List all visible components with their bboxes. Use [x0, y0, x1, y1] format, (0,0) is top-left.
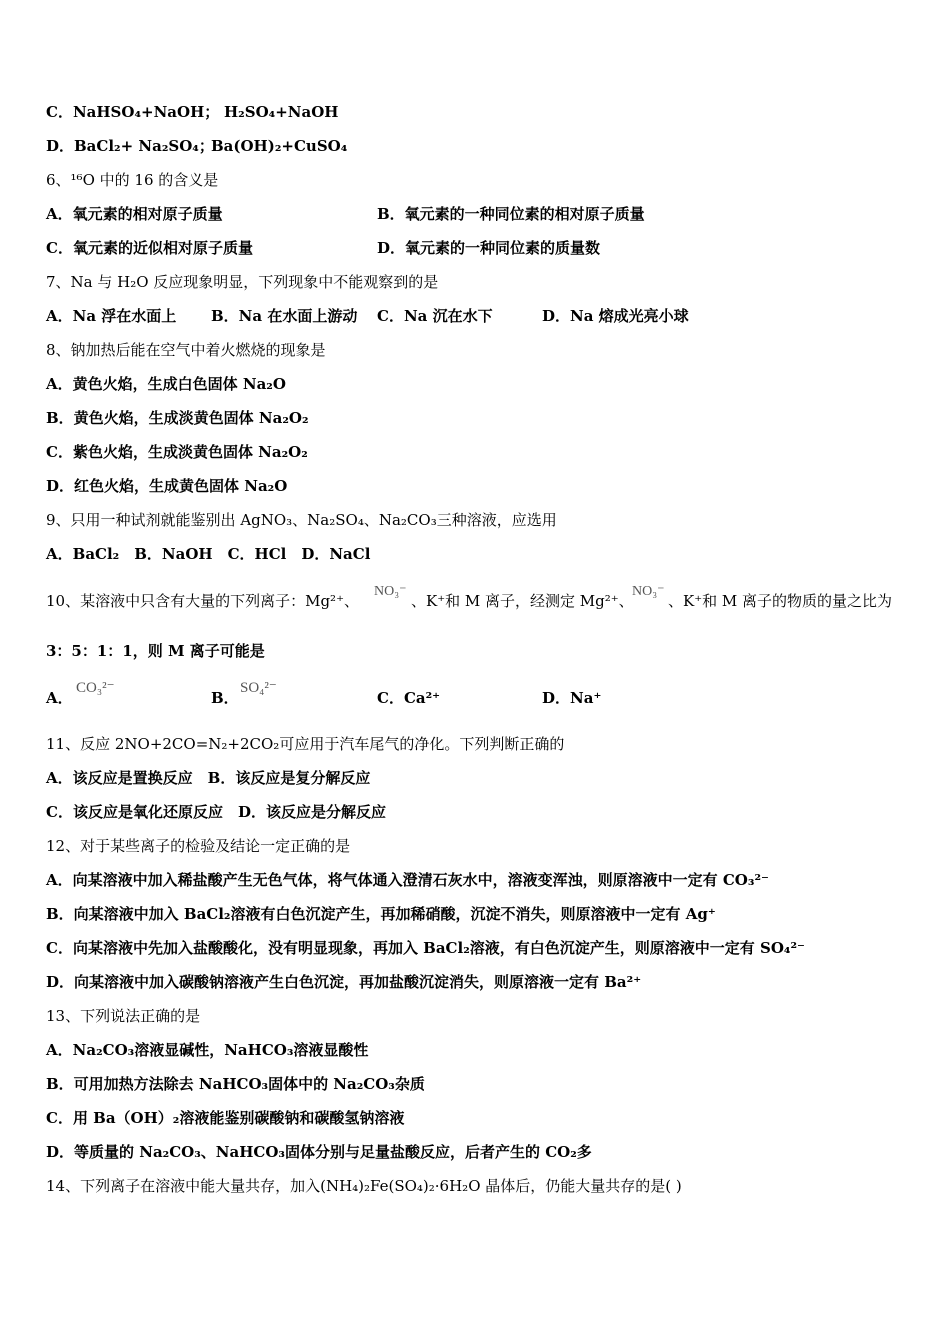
q6-option-d: D．氧元素的一种同位素的质量数	[377, 239, 601, 257]
q10-nitrate-ion-2: NO₃⁻	[632, 584, 665, 599]
q11-options-ab: A．该反应是置换反应 B．该反应是复分解反应	[46, 769, 371, 787]
q13-option-b: B．可用加热方法除去 NaHCO₃固体中的 Na₂CO₃杂质	[46, 1075, 425, 1093]
q8-option-c: C．紫色火焰，生成淡黄色固体 Na₂O₂	[46, 443, 308, 461]
q12-stem: 12、对于某些离子的检验及结论一定正确的是	[46, 837, 351, 855]
q8-option-d: D．红色火焰，生成黄色固体 Na₂O	[46, 477, 288, 495]
q6-option-c: C．氧元素的近似相对原子质量	[46, 239, 253, 257]
q5-option-c: C．NaHSO₄+NaOH； H₂SO₄+NaOH	[46, 103, 339, 121]
q12-option-b: B．向某溶液中加入 BaCl₂溶液有白色沉淀产生，再加稀硝酸，沉淀不消失，则原溶液中一定有 Ag⁺	[46, 905, 716, 923]
q10-option-c: C．Ca²⁺	[377, 689, 441, 707]
q10-option-a-ion: CO₃²⁻	[76, 680, 115, 696]
q6-option-b: B．氧元素的一种同位素的相对原子质量	[377, 205, 645, 223]
q12-option-d: D．向某溶液中加入碳酸钠溶液产生白色沉淀，再加盐酸沉淀消失，则原溶液一定有 Ba²⁺	[46, 973, 642, 991]
q10-stem-line2: 3：5：1：1，则 M 离子可能是	[46, 642, 265, 660]
q11-stem: 11、反应 2NO+2CO=N₂+2CO₂可应用于汽车尾气的净化。下列判断正确的	[46, 735, 565, 753]
q10-stem-part1: 10、某溶液中只含有大量的下列离子：Mg²⁺、	[46, 592, 359, 610]
q9-stem: 9、只用一种试剂就能鉴别出 AgNO₃、Na₂SO₄、Na₂CO₃三种溶液，应选用	[46, 511, 557, 529]
q10-nitrate-ion-1: NO₃⁻	[374, 584, 407, 599]
q12-option-a: A．向某溶液中加入稀盐酸产生无色气体，将气体通入澄清石灰水中，溶液变浑浊，则原溶液中一定有 CO₃²⁻	[46, 871, 769, 889]
q9-options: A．BaCl₂ B．NaOH C．HCl D．NaCl	[46, 545, 371, 563]
q10-stem-part2: 、K⁺和 M 离子，经测定 Mg²⁺、	[411, 592, 634, 610]
q13-option-d: D．等质量的 Na₂CO₃、NaHCO₃固体分别与足量盐酸反应，后者产生的 CO₂多	[46, 1143, 592, 1161]
q10-stem-part3: 、K⁺和 M 离子的物质的量之比为	[668, 592, 893, 610]
q5-option-c-second: H₂SO₄+NaOH	[224, 103, 339, 121]
q14-stem: 14、下列离子在溶液中能大量共存，加入(NH₄)₂Fe(SO₄)₂·6H₂O 晶体后，仍能大量共存的是( )	[46, 1177, 682, 1195]
q7-option-c: C．Na 沉在水下	[377, 307, 493, 325]
q7-option-a: A．Na 浮在水面上	[46, 307, 177, 325]
q6-option-a: A．氧元素的相对原子质量	[46, 205, 223, 223]
q6-stem: 6、¹⁶O 中的 16 的含义是	[46, 171, 219, 189]
q10-option-b-label: B．	[211, 689, 239, 707]
q7-option-d: D．Na 熔成光亮小球	[542, 307, 689, 325]
q5-option-d-second: Ba(OH)₂+CuSO₄	[211, 137, 348, 155]
q10-option-b-ion: SO₄²⁻	[240, 680, 277, 696]
q7-option-b: B．Na 在水面上游动	[211, 307, 358, 325]
q8-stem: 8、钠加热后能在空气中着火燃烧的现象是	[46, 341, 326, 359]
q8-option-b: B．黄色火焰，生成淡黄色固体 Na₂O₂	[46, 409, 309, 427]
q13-stem: 13、下列说法正确的是	[46, 1007, 201, 1025]
q5-option-d: D．BaCl₂+ Na₂SO₄； Ba(OH)₂+CuSO₄	[46, 137, 348, 155]
q13-option-a: A．Na₂CO₃溶液显碱性，NaHCO₃溶液显酸性	[46, 1041, 369, 1059]
q10-option-d: D．Na⁺	[542, 689, 602, 707]
q10-option-a-label: A．	[46, 689, 73, 707]
q12-option-c: C．向某溶液中先加入盐酸酸化，没有明显现象，再加入 BaCl₂溶液，有白色沉淀产生，则原溶液中一定有 SO₄²⁻	[46, 939, 805, 957]
q8-option-a: A．黄色火焰，生成白色固体 Na₂O	[46, 375, 286, 393]
q11-options-cd: C．该反应是氧化还原反应 D．该反应是分解反应	[46, 803, 386, 821]
q7-stem: 7、Na 与 H₂O 反应现象明显，下列现象中不能观察到的是	[46, 273, 439, 291]
q13-option-c: C．用 Ba（OH）₂溶液能鉴别碳酸钠和碳酸氢钠溶液	[46, 1109, 405, 1127]
